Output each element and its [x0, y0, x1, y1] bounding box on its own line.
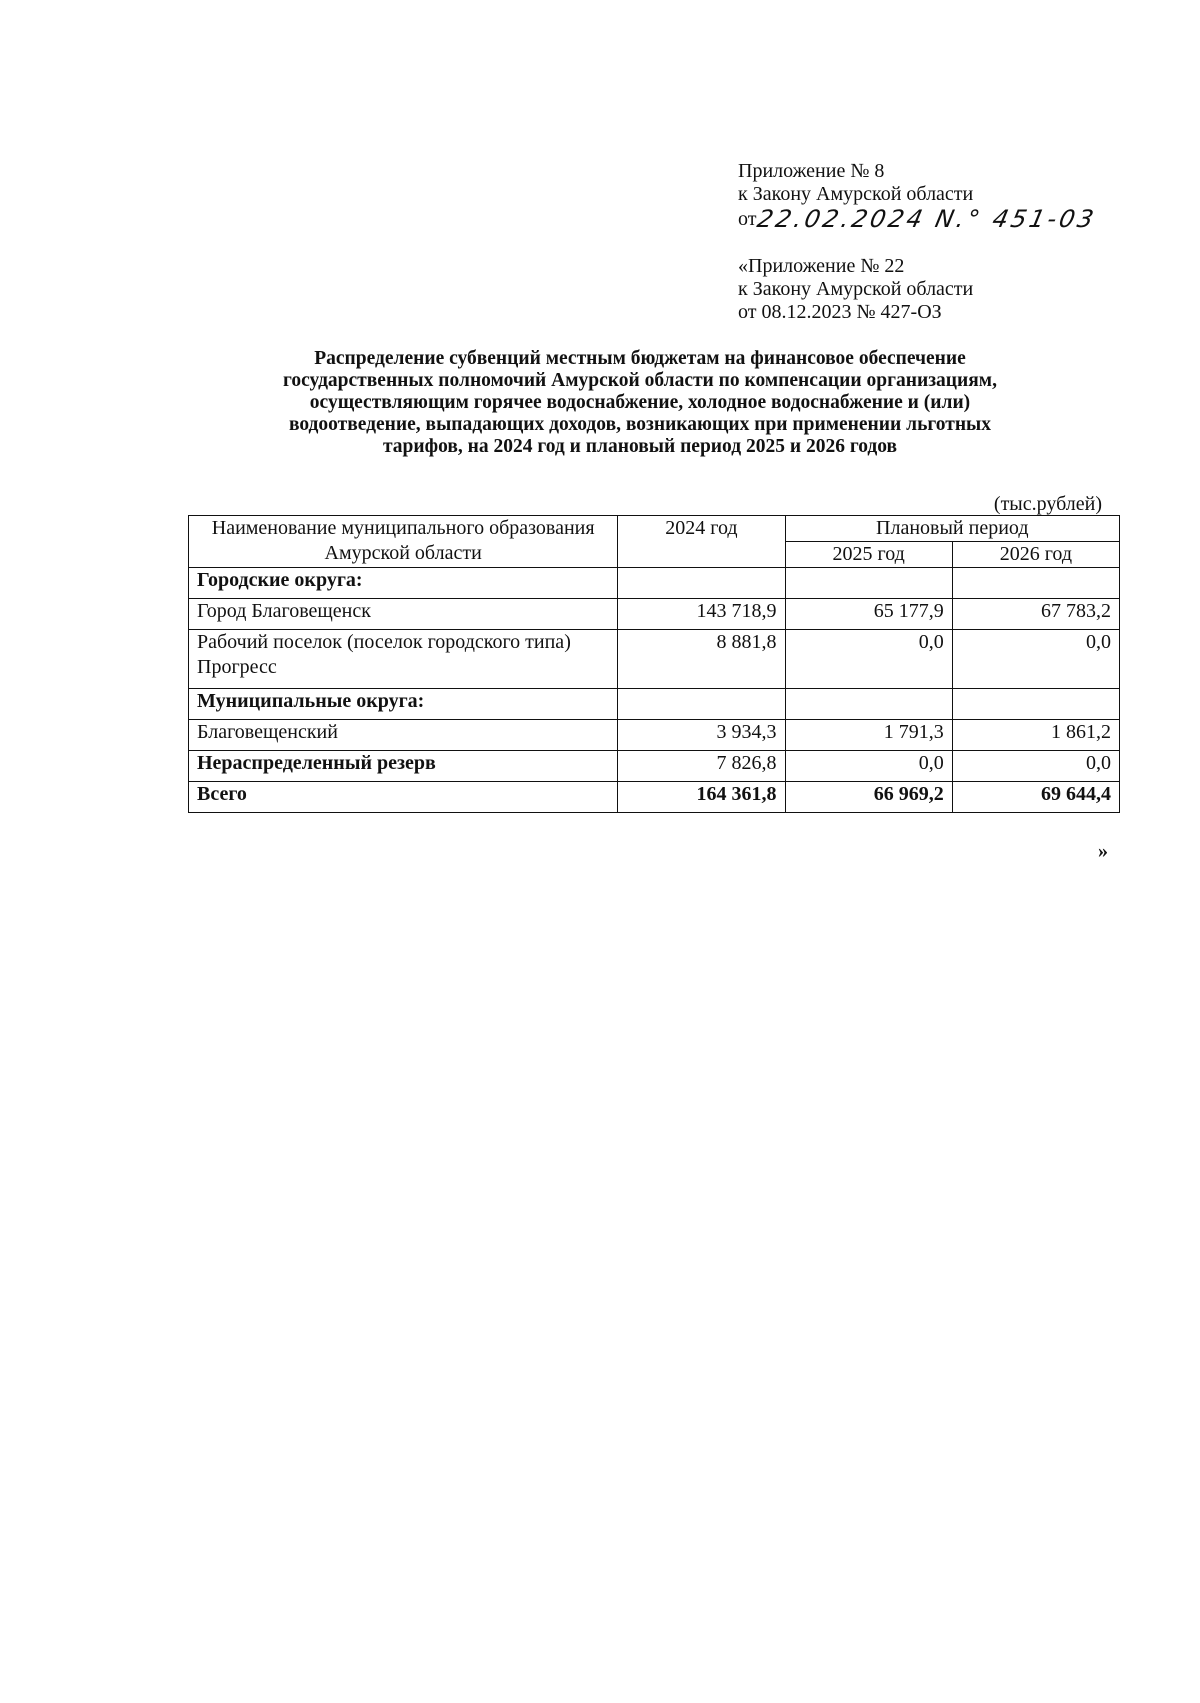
title-line: Распределение субвенций местным бюджетам на финансовое обеспечение	[314, 348, 966, 369]
prior-annex-line-3: от 08.12.2023 № 427-ОЗ	[738, 301, 942, 323]
cell-name: Муниципальные округа:	[189, 689, 618, 720]
title-line: тарифов, на 2024 год и плановый период 2025 и 2026 годов	[382, 436, 898, 457]
table-row-total	[189, 782, 1120, 813]
title-line: осуществляющим горячее водоснабжение, холодное водоснабжение и (или)	[309, 392, 971, 413]
cell-2024: 143 718,9	[618, 599, 785, 630]
table-header-row	[189, 516, 1120, 542]
cell-2026: 67 783,2	[952, 599, 1119, 630]
title-line: водоотведение, выпадающих доходов, возникающих при применении льготных	[288, 414, 992, 435]
cell-2026: 1 861,2	[952, 720, 1119, 751]
cell-2024	[618, 689, 785, 720]
table-row	[189, 599, 1120, 630]
cell-2024: 3 934,3	[618, 720, 785, 751]
table-row-reserve	[189, 751, 1120, 782]
cell-2026: 0,0	[952, 630, 1119, 689]
cell-2026: 69 644,4	[952, 782, 1119, 813]
cell-name: Нераспределенный резерв	[189, 751, 618, 782]
cell-2025: 65 177,9	[785, 599, 952, 630]
header-2026: 2026 год	[952, 542, 1119, 568]
units-label: (тыс.рублей)	[993, 493, 1102, 515]
prior-annex-line-1: «Приложение № 22	[738, 255, 905, 277]
header-2024: 2024 год	[618, 516, 785, 568]
cell-name: Город Благовещенск	[189, 599, 618, 630]
closing-quote: »	[1098, 840, 1108, 862]
cell-2025: 0,0	[785, 630, 952, 689]
header-plan-period: Плановый период	[785, 516, 1119, 542]
annex-line-3	[738, 205, 1100, 233]
cell-2025	[785, 689, 952, 720]
prior-annex-header	[738, 255, 973, 324]
cell-2025: 66 969,2	[785, 782, 952, 813]
cell-name: Всего	[189, 782, 618, 813]
cell-2026	[952, 689, 1119, 720]
cell-2024	[618, 568, 785, 599]
cell-2025: 0,0	[785, 751, 952, 782]
prior-annex-line-2: к Закону Амурской области	[738, 278, 974, 300]
cell-2026: 0,0	[952, 751, 1119, 782]
cell-2024: 164 361,8	[618, 782, 785, 813]
cell-2024: 8 881,8	[618, 630, 785, 689]
table-row	[189, 720, 1120, 751]
annex-header	[738, 160, 1100, 233]
header-municipality: Наименование муниципального образования Амурской области	[189, 516, 618, 568]
header-2025: 2025 год	[785, 542, 952, 568]
cell-2026	[952, 568, 1119, 599]
handwritten-date-number: 22.02.2024 N.° 451-03	[755, 205, 1100, 233]
document-title	[190, 348, 1090, 458]
annex-line-1: Приложение № 8	[738, 160, 885, 182]
cell-name: Благовещенский	[189, 720, 618, 751]
cell-2024: 7 826,8	[618, 751, 785, 782]
cell-2025	[785, 568, 952, 599]
subvention-table	[188, 515, 1120, 813]
title-line: государственных полномочий Амурской области по компенсации организациям,	[283, 370, 997, 391]
annex-line-2: к Закону Амурской области	[738, 183, 974, 205]
annex-date-prefix: от	[738, 208, 757, 230]
cell-name: Городские округа:	[189, 568, 618, 599]
cell-2025: 1 791,3	[785, 720, 952, 751]
table-row	[189, 630, 1120, 689]
table-row-section-urban	[189, 568, 1120, 599]
table-row-section-municipal	[189, 689, 1120, 720]
cell-name: Рабочий поселок (поселок городского типа) Прогресс	[189, 630, 618, 689]
